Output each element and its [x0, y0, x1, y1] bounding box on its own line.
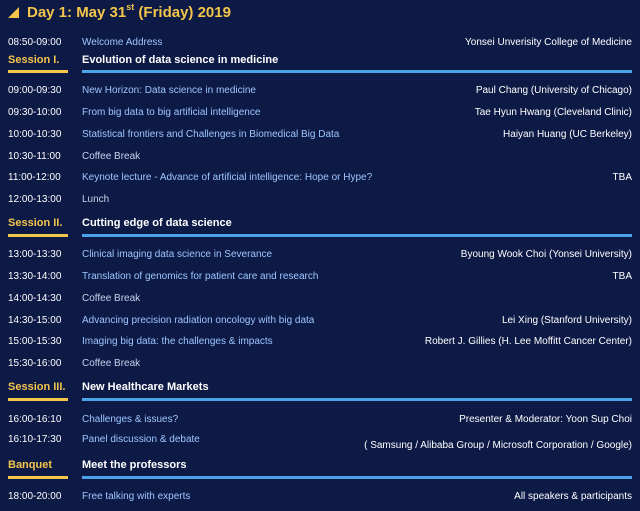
schedule-row	[8, 125, 632, 143]
talk-title: Challenges & issues?	[82, 413, 179, 425]
talk-title: Statistical frontiers and Challenges in Biomedical Big Data	[82, 128, 340, 140]
break-label: Coffee Break	[82, 292, 141, 304]
speaker: Yonsei Unverisity College of Medicine	[465, 36, 632, 48]
divider-blue	[82, 476, 632, 479]
speaker: Byoung Wook Choi (Yonsei University)	[460, 248, 632, 260]
schedule-row	[8, 332, 632, 350]
time-slot: 13:00-13:30	[8, 248, 62, 260]
talk-title: Clinical imaging data science in Severance	[82, 248, 273, 260]
schedule-row	[8, 33, 632, 51]
session-title: Evolution of data science in medicine	[82, 54, 279, 66]
time-slot: 11:00-12:00	[8, 171, 61, 183]
speaker: Presenter & Moderator: Yoon Sup Choi	[459, 413, 632, 425]
talk-title: From big data to big artificial intelligence	[82, 106, 261, 118]
speaker: Paul Chang (University of Chicago)	[475, 84, 632, 96]
talk-title: Translation of genomics for patient care and research	[82, 270, 319, 282]
day-title	[8, 3, 231, 21]
divider-gold	[8, 476, 68, 479]
break-label: Coffee Break	[82, 150, 141, 162]
schedule-row	[8, 311, 632, 329]
schedule-row	[8, 245, 632, 263]
time-slot: 15:30-16:00	[8, 357, 62, 369]
session-header	[8, 51, 632, 69]
session-divider	[8, 398, 632, 401]
session-label: Session II.	[8, 217, 63, 229]
time-slot: 08:50-09:00	[8, 36, 62, 48]
day-title-suffix: (Friday) 2019	[134, 3, 231, 21]
divider-gold	[8, 234, 68, 237]
corner-marker-icon	[8, 7, 19, 18]
schedule-row	[8, 354, 632, 372]
schedule-row	[8, 168, 632, 186]
schedule-row	[8, 487, 632, 505]
speaker: All speakers & participants	[514, 490, 632, 502]
session-header	[8, 214, 632, 232]
time-slot: 18:00-20:00	[8, 490, 62, 502]
time-slot: 09:00-09:30	[8, 84, 62, 96]
session-label: Session III.	[8, 381, 66, 393]
panel-participants: ( Samsung / Alibaba Group / Microsoft Corporation / Google)	[364, 439, 632, 451]
schedule-row	[8, 147, 632, 165]
talk-title: Welcome Address	[82, 36, 163, 48]
time-slot: 16:10-17:30	[8, 433, 62, 445]
break-label: Lunch	[82, 193, 110, 205]
talk-title: Free talking with experts	[82, 490, 191, 502]
divider-blue	[82, 234, 632, 237]
time-slot: 09:30-10:00	[8, 106, 62, 118]
speaker: TBA	[612, 270, 632, 282]
time-slot: 10:00-10:30	[8, 128, 62, 140]
schedule-row	[8, 190, 632, 208]
time-slot: 16:00-16:10	[8, 413, 62, 425]
session-label: Banquet	[8, 459, 52, 471]
session-divider	[8, 234, 632, 237]
session-divider	[8, 476, 632, 479]
schedule-row	[8, 267, 632, 285]
session-label: Session I.	[8, 54, 60, 66]
divider-gold	[8, 398, 68, 401]
divider-blue	[82, 398, 632, 401]
session-title: Cutting edge of data science	[82, 217, 232, 229]
time-slot: 10:30-11:00	[8, 150, 61, 162]
talk-title: Imaging big data: the challenges & impacts	[82, 335, 273, 347]
speaker: Haiyan Huang (UC Berkeley)	[503, 128, 632, 140]
divider-gold	[8, 70, 68, 73]
schedule-row	[8, 81, 632, 99]
time-slot: 12:00-13:00	[8, 193, 62, 205]
break-label: Coffee Break	[82, 357, 141, 369]
talk-title: Keynote lecture - Advance of artificial intelligence: Hope or Hype?	[82, 171, 373, 183]
session-header	[8, 378, 632, 396]
time-slot: 15:00-15:30	[8, 335, 62, 347]
time-slot: 14:30-15:00	[8, 314, 62, 326]
talk-title: Advancing precision radiation oncology with big data	[82, 314, 315, 326]
day-title-prefix: Day 1: May 31	[27, 3, 127, 21]
panel-participants-row	[8, 433, 632, 454]
session-divider	[8, 70, 632, 73]
time-slot: 13:30-14:00	[8, 270, 62, 282]
schedule-row	[8, 410, 632, 428]
session-header	[8, 456, 632, 474]
schedule-row	[8, 289, 632, 307]
session-title: New Healthcare Markets	[82, 381, 209, 393]
session-title: Meet the professors	[82, 459, 187, 471]
speaker: Robert J. Gillies (H. Lee Moffitt Cancer Center)	[424, 335, 632, 347]
time-slot: 14:00-14:30	[8, 292, 62, 304]
speaker: TBA	[612, 171, 632, 183]
day-title-ordinal: st	[126, 1, 135, 12]
talk-title: Panel discussion & debate	[82, 433, 200, 445]
speaker: Lei Xing (Stanford University)	[501, 314, 632, 326]
schedule-row	[8, 103, 632, 121]
talk-title: New Horizon: Data science in medicine	[82, 84, 256, 96]
divider-blue	[82, 70, 632, 73]
speaker: Tae Hyun Hwang (Cleveland Clinic)	[474, 106, 632, 118]
